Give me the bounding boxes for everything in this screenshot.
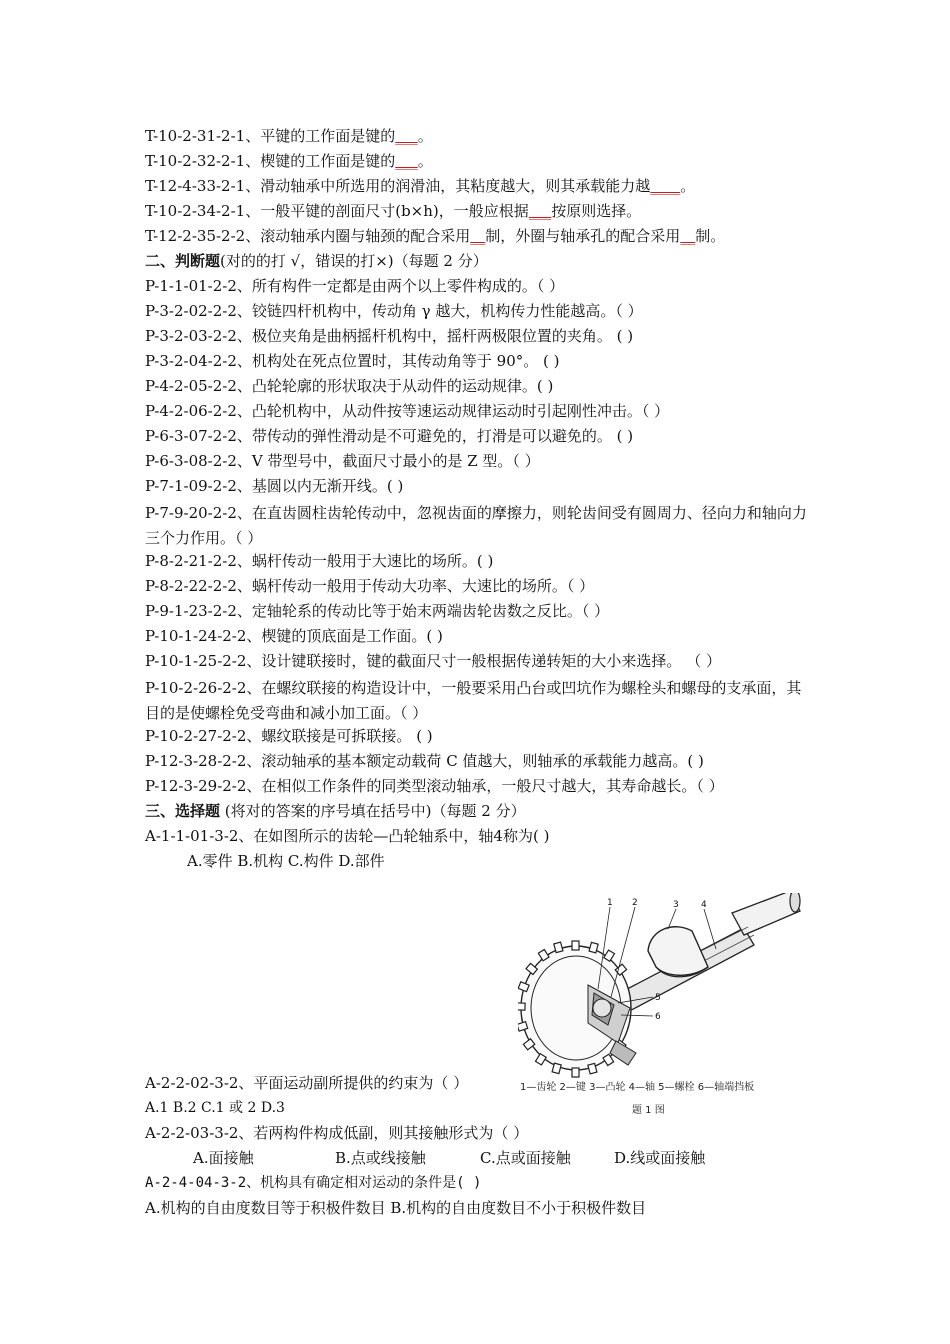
judge-item: P-10-1-25-2-2、设计键联接时，键的截面尺寸一般根据传递转矩的大小来选择。 （ ） (145, 652, 721, 670)
option-d: D.线或面接触 (614, 1149, 706, 1167)
judge-item: P-6-3-07-2-2、带传动的弹性滑动是不可避免的，打滑是可以避免的。 ( ) (145, 427, 634, 445)
question-options: A.1 B.2 C.1 或 2 D.3 (145, 1100, 285, 1116)
judge-item: P-3-2-03-2-2、极位夹角是曲柄摇杆机构中，摇杆两极限位置的夹角。 ( ) (145, 327, 634, 345)
part-label: 1 (607, 898, 613, 908)
fill-in-item: T-12-2-35-2-2、滚动轴承内圈与轴颈的配合采用__制，外圈与轴承孔的配合采用__制。 (145, 227, 726, 245)
question-stem: A-2-2-03-3-2、若两构件构成低副，则其接触形式为（ ） (145, 1124, 529, 1142)
question-stem: A-1-1-01-3-2、在如图所示的齿轮—凸轮轴系中，轴4称为( ) (145, 827, 550, 845)
question-options: A.机构的自由度数目等于积极件数目 B.机构的自由度数目不小于积极件数目 (145, 1199, 647, 1217)
judge-item: P-8-2-22-2-2、蜗杆传动一般用于传动大功率、大速比的场所。（ ） (145, 577, 595, 595)
part-label: 5 (655, 993, 661, 1003)
answer-blank: ___ (395, 152, 418, 170)
answer-blank: __ (470, 227, 486, 245)
judge-item: P-8-2-21-2-2、蜗杆传动一般用于大速比的场所。( ) (145, 552, 494, 570)
section-heading-choice: 三、选择题 (将对的答案的序号填在括号中)（每题 2 分） (145, 802, 526, 820)
judge-item: P-10-2-27-2-2、螺纹联接是可拆联接。 ( ) (145, 727, 433, 745)
answer-blank: ____ (650, 177, 681, 195)
judge-item: P-12-3-28-2-2、滚动轴承的基本额定动载荷 C 值越大，则轴承的承载能力越高。( ) (145, 752, 704, 770)
fill-in-item: T-10-2-34-2-1、一般平键的剖面尺寸(b×h)，一般应根据___按原则选择。 (145, 202, 642, 220)
gear-cam-shaft-figure (518, 893, 810, 1093)
part-label: 2 (632, 898, 638, 908)
figure-legend: 1—齿轮 2—键 3—凸轮 4—轴 5—螺栓 6—轴端挡板 (520, 1082, 755, 1093)
gear-drawing (518, 941, 636, 1077)
judge-item: P-9-1-23-2-2、定轴轮系的传动比等于始末两端齿轮齿数之反比。（ ） (145, 602, 610, 620)
figure-caption: 题 1 图 (632, 1105, 665, 1116)
option-c: C.点或面接触 (480, 1149, 571, 1167)
answer-blank: ___ (528, 202, 552, 220)
fill-in-item: T-12-4-33-2-1、滑动轴承中所选用的润滑油，其粘度越大，则其承载能力越____。 (145, 177, 696, 195)
fill-in-item: T-10-2-31-2-1、平键的工作面是键的___。 (145, 127, 433, 145)
question-stem: A-2-4-04-3-2、机构具有确定相对运动的条件是( ) (145, 1175, 482, 1191)
question-options: A.零件 B.机构 C.构件 D.部件 (187, 852, 385, 870)
judge-item: P-4-2-06-2-2、凸轮机构中，从动件按等速运动规律运动时引起刚性冲击。（ ） (145, 402, 670, 420)
option-a: A.面接触 (193, 1149, 254, 1167)
fill-in-item: T-10-2-32-2-1、楔键的工作面是键的___。 (145, 152, 433, 170)
option-b: B.点或线接触 (335, 1149, 426, 1167)
judge-item: P-12-3-29-2-2、在相似工作条件的同类型滚动轴承，一般尺寸越大，其寿命越长。（ ） (145, 777, 724, 795)
judge-item: P-10-2-26-2-2、在螺纹联接的构造设计中，一般要采用凸台或凹坑作为螺栓头和螺母的支承面，其目的是使螺栓免受弯曲和减小加工面。（ ） (145, 679, 802, 722)
section-heading-judge: 二、判断题(对的的打 √，错误的打×)（每题 2 分） (145, 252, 488, 270)
judge-item: P-7-9-20-2-2、在直齿圆柱齿轮传动中，忽视齿面的摩擦力，则轮齿间受有圆周力、径向力和轴向力三个力作用。（ ） (145, 504, 807, 547)
part-label: 6 (655, 1012, 661, 1022)
answer-blank: ___ (395, 127, 418, 145)
cam-drawing (648, 927, 708, 977)
judge-item: P-10-1-24-2-2、楔键的顶底面是工作面。( ) (145, 627, 443, 645)
part-label: 3 (673, 900, 679, 910)
judge-item: P-1-1-01-2-2、所有构件一定都是由两个以上零件构成的。（ ） (145, 277, 565, 295)
judge-item: P-6-3-08-2-2、V 带型号中，截面尺寸最小的是 Z 型。（ ） (145, 452, 540, 470)
judge-item: P-4-2-05-2-2、凸轮轮廓的形状取决于从动件的运动规律。( ) (145, 377, 554, 395)
part-label: 4 (701, 900, 707, 910)
judge-item: P-3-2-02-2-2、铰链四杆机构中，传动角 γ 越大，机构传力性能越高。（ ） (145, 302, 643, 320)
answer-blank: __ (680, 227, 696, 245)
judge-item: P-7-1-09-2-2、基圆以内无渐开线。( ) (145, 477, 404, 495)
question-stem: A-2-2-02-3-2、平面运动副所提供的约束为（ ） (145, 1074, 469, 1092)
judge-item: P-3-2-04-2-2、机构处在死点位置时，其传动角等于 90°。 ( ) (145, 352, 560, 370)
